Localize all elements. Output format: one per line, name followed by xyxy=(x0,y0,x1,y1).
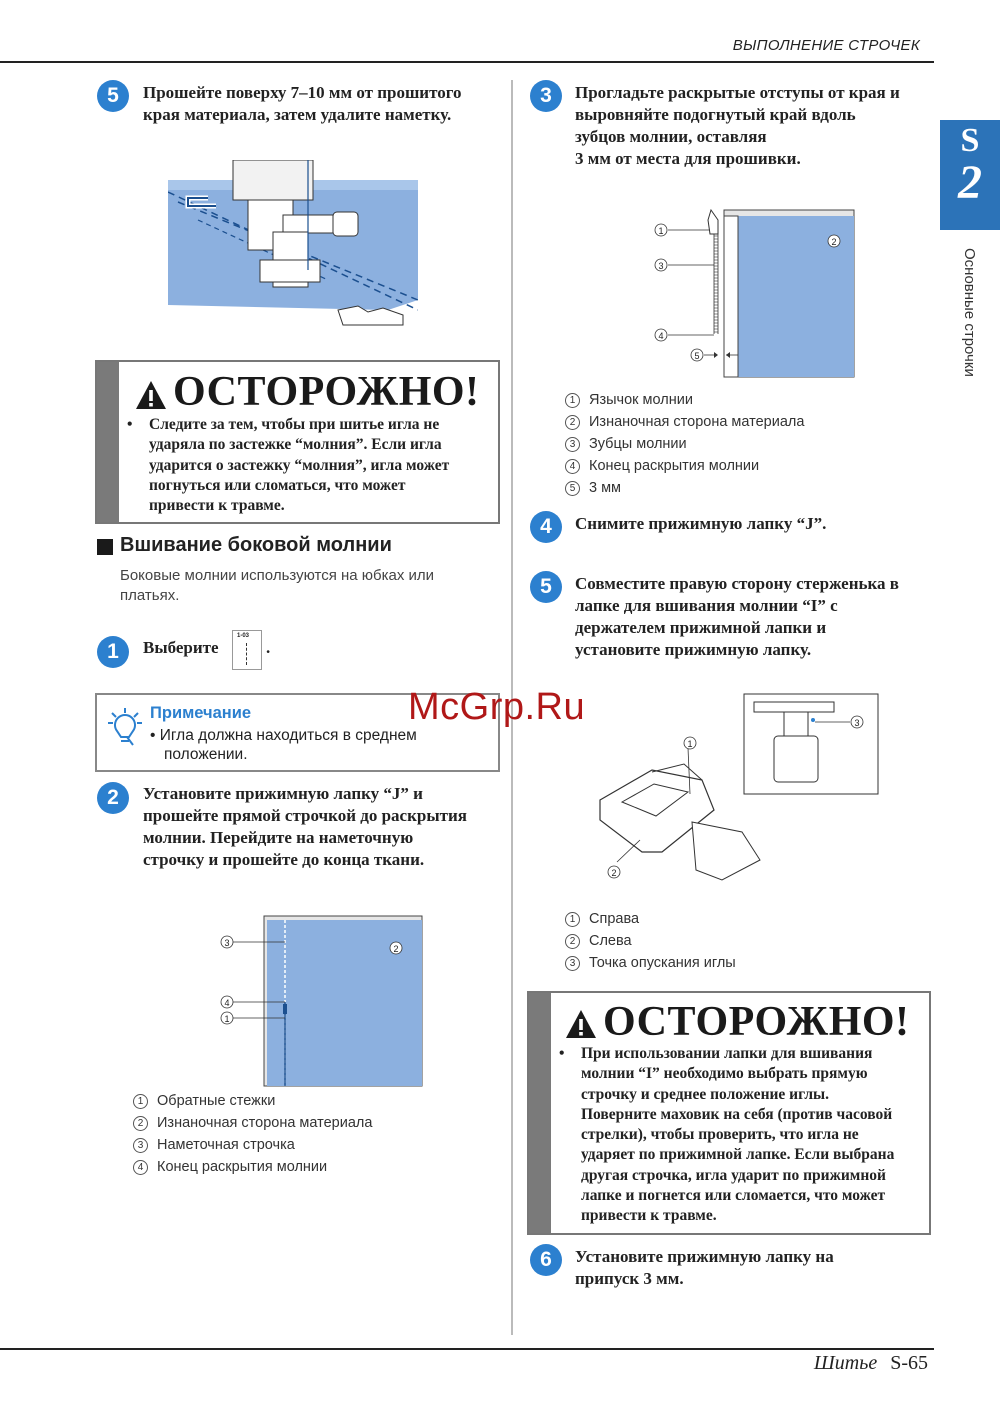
caution-box xyxy=(527,991,931,1235)
caution-line: другая строчка, игла ударит по прижимной xyxy=(581,1166,886,1184)
caution-text xyxy=(559,1044,926,1227)
watermark: McGrp.Ru xyxy=(408,686,586,728)
caution-line: строчку и среднее положение иглы. xyxy=(581,1085,830,1103)
caution-line: При использовании лапки для вшивания xyxy=(581,1045,873,1062)
step-badge: 2 xyxy=(97,782,129,814)
chapter-label: Основные строчки xyxy=(961,248,978,377)
zipper-foot-illustration xyxy=(592,692,882,887)
legend-item xyxy=(565,455,804,477)
step-line: зубцов молнии, оставляя xyxy=(575,127,767,146)
caution-line: Поверните маховик на себя (против часовой xyxy=(581,1105,893,1123)
legend-num: 2 xyxy=(565,934,580,949)
caution-text xyxy=(127,415,494,516)
step-text xyxy=(575,1246,935,1290)
step-line: Установите прижимную лапку на xyxy=(575,1247,834,1266)
step-line: молнии. Перейдите на наметочную xyxy=(143,828,414,847)
legend-text: Изнаночная сторона материала xyxy=(589,414,805,430)
legend-text: Зубцы молнии xyxy=(589,436,687,452)
step-line: прошейте прямой строчкой до раскрытия xyxy=(143,806,467,825)
legend-item xyxy=(565,477,804,499)
step-line: Прошейте поверху 7–10 мм от прошитого xyxy=(143,83,462,102)
step-line: установите прижимную лапку. xyxy=(575,640,812,659)
caution-line: Следите за тем, чтобы при шитье игла не xyxy=(149,416,440,433)
legend-item xyxy=(565,433,804,455)
svg-text:4: 4 xyxy=(658,331,664,341)
page-footer xyxy=(814,1352,928,1375)
legend-text: Слева xyxy=(589,933,632,949)
legend-text: Справа xyxy=(589,911,640,927)
caution-box xyxy=(95,360,500,524)
caution-line: лапке и погнется или сломается, что может xyxy=(581,1187,886,1205)
legend-item xyxy=(133,1156,372,1178)
caution-line: привести к травме. xyxy=(581,1207,717,1225)
legend-list xyxy=(565,389,804,499)
legend-num: 4 xyxy=(565,459,580,474)
caution-line: ударится о застежку “молния”, игла может xyxy=(149,456,450,474)
legend-text: Наметочная строчка xyxy=(157,1137,295,1153)
section-square-icon xyxy=(97,539,113,555)
legend-text: Язычок молнии xyxy=(589,392,693,408)
legend-num: 5 xyxy=(565,481,580,496)
step-line: строчку и прошейте до конца ткани. xyxy=(143,850,425,869)
legend-text: Конец раскрытия молнии xyxy=(589,458,760,474)
step-line: Установите прижимную лапку “J” и xyxy=(143,784,423,803)
legend-item xyxy=(565,952,736,974)
svg-text:2: 2 xyxy=(393,944,399,954)
legend-num: 3 xyxy=(565,437,580,452)
legend-num: 4 xyxy=(133,1160,148,1175)
step-line: Совместите правую сторону стерженька в xyxy=(575,574,899,593)
legend-text: Обратные стежки xyxy=(157,1093,276,1109)
footer-chapter: Шитье xyxy=(813,1352,878,1374)
note-text xyxy=(150,726,490,764)
page-number: S-65 xyxy=(890,1352,928,1374)
warning-icon xyxy=(565,1009,597,1039)
svg-text:3: 3 xyxy=(658,261,664,271)
step-text: Снимите прижимную лапку “J”. xyxy=(575,514,827,533)
step-text xyxy=(143,82,508,126)
straight-stitch-icon xyxy=(246,643,247,665)
step-badge: 4 xyxy=(530,511,562,543)
svg-text:1: 1 xyxy=(658,226,664,236)
footer-rule xyxy=(0,1348,934,1350)
legend-num: 3 xyxy=(565,956,580,971)
step-text: Выберите xyxy=(143,638,219,657)
step-text xyxy=(575,82,935,170)
caution-line: погнуться или сломаться, что может xyxy=(149,476,406,494)
legend-text: Конец раскрытия молнии xyxy=(157,1159,328,1175)
svg-text:5: 5 xyxy=(694,351,700,361)
header-rule xyxy=(0,61,934,63)
caution-line: ударяет по прижимной лапке. Если выбрана xyxy=(581,1146,895,1164)
note-title: Примечание xyxy=(150,704,252,722)
zipper-diagram xyxy=(648,204,858,379)
note-line: положении. xyxy=(164,746,248,763)
legend-text: Точка опускания иглы xyxy=(589,955,736,971)
step-line: 3 мм от места для прошивки. xyxy=(575,149,801,168)
bullet: • xyxy=(559,1045,565,1062)
step-text xyxy=(143,783,508,871)
svg-text:3: 3 xyxy=(854,718,860,728)
legend-list xyxy=(565,908,736,974)
chapter-letter: S xyxy=(960,122,980,159)
step-badge: 5 xyxy=(530,571,562,603)
chapter-tab xyxy=(940,120,1000,230)
step-line: выровняйте подогнутый край вдоль xyxy=(575,105,856,124)
chapter-number: 2 xyxy=(958,156,982,209)
sewing-foot-illustration xyxy=(168,160,418,335)
warning-icon xyxy=(135,380,167,410)
caution-line: ударяла по застежке “молния”. Если игла xyxy=(149,436,442,454)
caution-title: ОСТОРОЖНО! xyxy=(603,999,910,1045)
bullet: • xyxy=(127,416,133,433)
fabric-diagram xyxy=(212,912,427,1087)
legend-item xyxy=(565,930,736,952)
caution-line: привести к травме. xyxy=(149,497,285,515)
caution-title: ОСТОРОЖНО! xyxy=(173,369,480,415)
stitch-key[interactable] xyxy=(232,630,262,670)
svg-text:1: 1 xyxy=(687,739,693,749)
legend-list xyxy=(133,1090,372,1178)
svg-text:1: 1 xyxy=(224,1014,230,1024)
legend-item xyxy=(133,1112,372,1134)
step-line: держателем прижимной лапки и xyxy=(575,618,827,637)
step-badge: 5 xyxy=(97,80,129,112)
section-intro xyxy=(120,566,500,606)
legend-num: 1 xyxy=(565,393,580,408)
step-text xyxy=(575,573,935,661)
legend-num: 1 xyxy=(565,912,580,927)
legend-item xyxy=(565,411,804,433)
legend-item xyxy=(133,1134,372,1156)
svg-text:2: 2 xyxy=(831,237,837,247)
legend-item xyxy=(565,908,736,930)
legend-num: 2 xyxy=(565,415,580,430)
step-line: припуск 3 мм. xyxy=(575,1269,684,1288)
legend-item xyxy=(133,1090,372,1112)
svg-text:3: 3 xyxy=(224,938,230,948)
intro-line: платьях. xyxy=(120,587,180,604)
step-badge: 6 xyxy=(530,1244,562,1276)
legend-num: 3 xyxy=(133,1138,148,1153)
caution-bar xyxy=(97,362,119,522)
step-badge: 3 xyxy=(530,80,562,112)
step-line: края материала, затем удалите наметку. xyxy=(143,105,452,124)
svg-text:4: 4 xyxy=(224,998,230,1008)
lightbulb-icon xyxy=(107,707,143,747)
stitch-code: 1-03 xyxy=(237,633,250,639)
step-text-end: . xyxy=(266,638,271,657)
intro-line: Боковые молнии используются на юбках или xyxy=(120,567,435,584)
caution-bar xyxy=(529,993,551,1233)
legend-item xyxy=(565,389,804,411)
legend-num: 2 xyxy=(133,1116,148,1131)
legend-num: 1 xyxy=(133,1094,148,1109)
running-header: ВЫПОЛНЕНИЕ СТРОЧЕК xyxy=(732,37,920,54)
caution-line: стрелки), чтобы проверить, что игла не xyxy=(581,1126,859,1144)
legend-text: 3 мм xyxy=(589,480,622,496)
step-badge: 1 xyxy=(97,636,129,668)
caution-line: молнии “I” необходимо выбрать прямую xyxy=(581,1065,868,1083)
step-line: Прогладьте раскрытые отступы от края и xyxy=(575,83,900,102)
step-line: лапке для вшивания молнии “I” с xyxy=(575,596,838,615)
legend-text: Изнаночная сторона материала xyxy=(157,1115,373,1131)
section-title: Вшивание боковой молнии xyxy=(120,534,392,556)
note-line: • Игла должна находиться в среднем xyxy=(150,727,417,744)
svg-text:2: 2 xyxy=(611,868,617,878)
